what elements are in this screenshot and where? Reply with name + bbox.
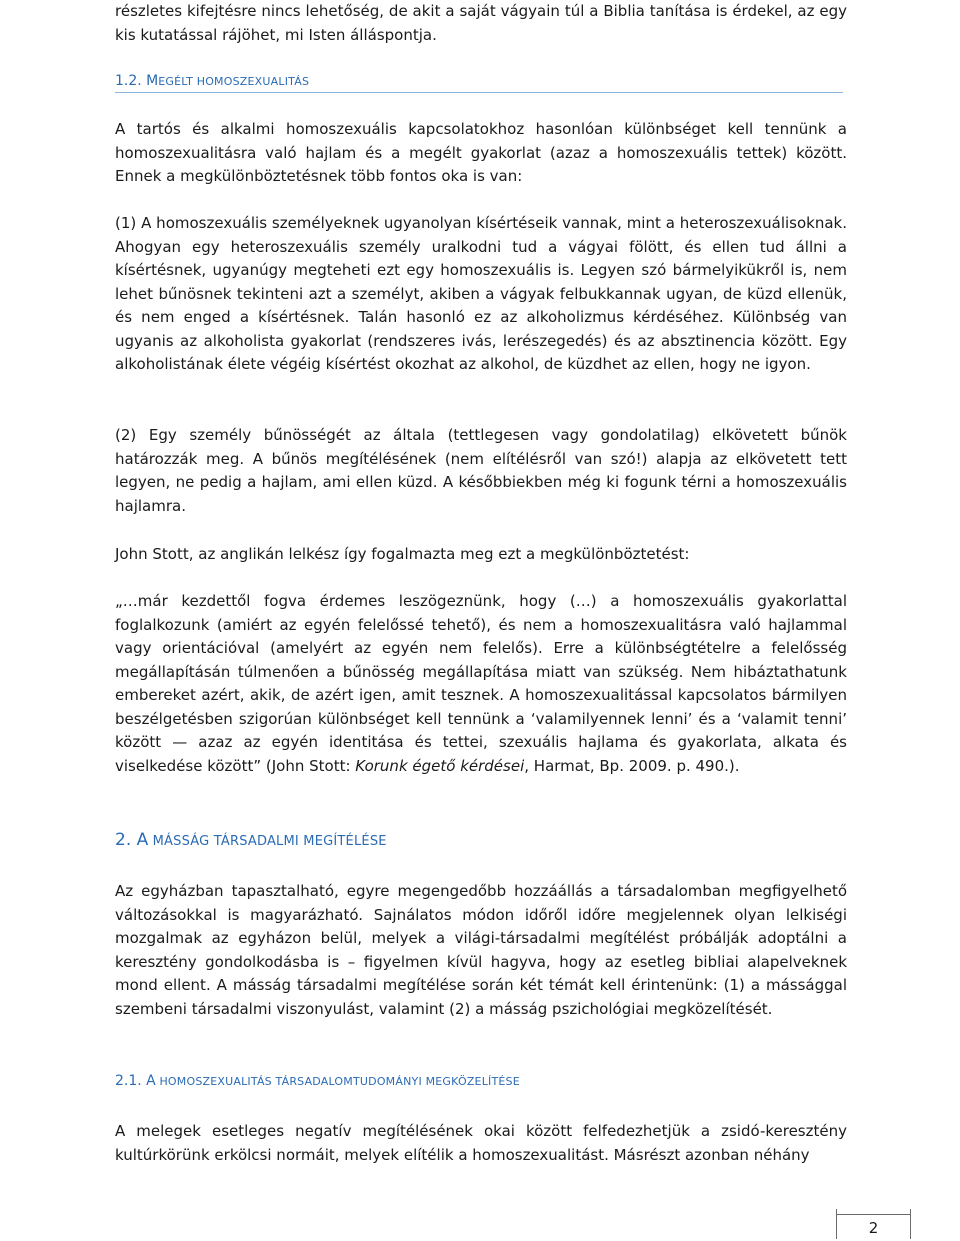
section-number: 1.2. [115,73,142,89]
section-title: HOMOSZEXUALITÁS TÁRSADALOMTUDOMÁNYI MEGKÖZELÍTÉSE [155,1075,520,1088]
section-title: MÁSSÁG TÁRSADALMI MEGÍTÉLÉSE [148,834,387,849]
paragraph-5: Az egyházban tapasztalható, egyre megengedőbb hozzáállás a társadalomban megfigyelhető változásokkal is magyarázható. Sajnálatos módon időről időre megjelennek olyan lelkiségi mozgalmak az egyházon belül, melyek a világi-társadalmi megítélést próbálják adoptálni a keresztény gondolkodásba is – figyelmen kívül hagyva, hogy az esetleg bibliai alapelveknek mond ellent. A másság társadalmi megítélése során két témát kell érintenünk: (1) a mássággal szembeni társadalmi viszonyulást, valamint (2) a másság pszichológiai megközelítését. [115,882,847,1018]
section-heading-2-1: 2.1. A HOMOSZEXUALITÁS TÁRSADALOMTUDOMÁNYI MEGKÖZELÍTÉSE [115,1073,520,1089]
paragraph-2: (1) A homoszexuális személyeknek ugyanolyan kísértéseik vannak, mint a heteroszexuálisoknak. Ahogyan egy heteroszexuális személy uralkodni tud a vágyai fölött, és ellen tud állni a kísértésnek, ugyanúgy megteheti ezt egy homoszexuális is. Legyen szó bármelyikükről is, nem lehet bűnösnek tekinteni azt a személyt, akiben a vágyak felbukkannak ugyan, de küzd ellenük, és nem enged a kísértésnek. Talán hasonló ez az alkoholizmus kérdéséhez. Különbség van ugyanis az alkoholista gyakorlat (rendszeres ivás, lerészegedés) és az absztinencia között. Egy alkoholistának élete végéig kísértést okozhat az alkohol, de küzdhet az ellen, hogy ne igyon. [115,214,847,373]
paragraph-4: John Stott, az anglikán lelkész így fogalmazta meg ezt a megkülönböztetést: [115,545,690,563]
section-title: EGÉLT HOMOSZEXUALITÁS [158,75,310,88]
page-number: 2 [836,1214,911,1239]
section-number: 2. [115,830,132,850]
paragraph-3: (2) Egy személy bűnösségét az általa (tettlegesen vagy gondolatilag) elkövetett bűnök határozzák meg. A bűnös megítélésének (nem elítélésről van szó!) alapja az elkövetett tett legyen, ne pedig a hajlam, ami ellen küzd. A későbbiekben még ki fogunk térni a homoszexuális hajlamra. [115,426,847,515]
paragraph-1: A tartós és alkalmi homoszexuális kapcsolatokhoz hasonlóan különbséget kell tennünk a homoszexualitásra való hajlam és a megélt gyakorlat (azaz a homoszexuális tettek) között. Ennek a megkülönböztetésnek több fontos oka is van: [115,120,847,185]
section-number: 2.1. [115,1073,142,1089]
section-heading-2: 2. A MÁSSÁG TÁRSADALMI MEGÍTÉLÉSE [115,830,387,850]
section-heading-1-2: 1.2. MEGÉLT HOMOSZEXUALITÁS [115,73,843,93]
intro-paragraph: részletes kifejtésre nincs lehetőség, de akit a saját vágyain túl a Biblia tanítása is érdekel, az egy kis kutatással rájöhet, mi Isten álláspontja. [115,2,847,44]
paragraph-6: A melegek esetleges negatív megítélésének okai között felfedezhetjük a zsidó-keresztény kultúrkörünk erkölcsi normáit, melyek elítélik a homoszexualitást. Másrészt azonban néhány [115,1122,847,1164]
book-title: Korunk égető kérdései [355,756,525,775]
stott-quote: „…már kezdettől fogva érdemes leszögeznünk, hogy (…) a homoszexuális gyakorlattal foglalkozunk (amiért az egyén felelőssé tehető), és nem a homoszexualitásra való hajlammal vagy orientációval (amelyért az egyén nem felelős). Erre a különbségtételre a felelősség megállapításán túlmenően a bűnösség megállapítása miatt van szükség. Nem hibáztathatunk embereket azért, akik, de azért igen, amit tesznek. A homoszexualitással kapcsolatos bármilyen beszélgetésben szigorúan különbséget kell tennünk a ‘valamilyennek lenni’ és a ‘valamit tenni’ között — azaz az egyén identitása és tettei, szexuális hajlama és gyakorlata, alkata és viselkedése között” (John Stott: Korunk égető kérdései, Harmat, Bp. 2009. p. 490.). [115,592,847,775]
